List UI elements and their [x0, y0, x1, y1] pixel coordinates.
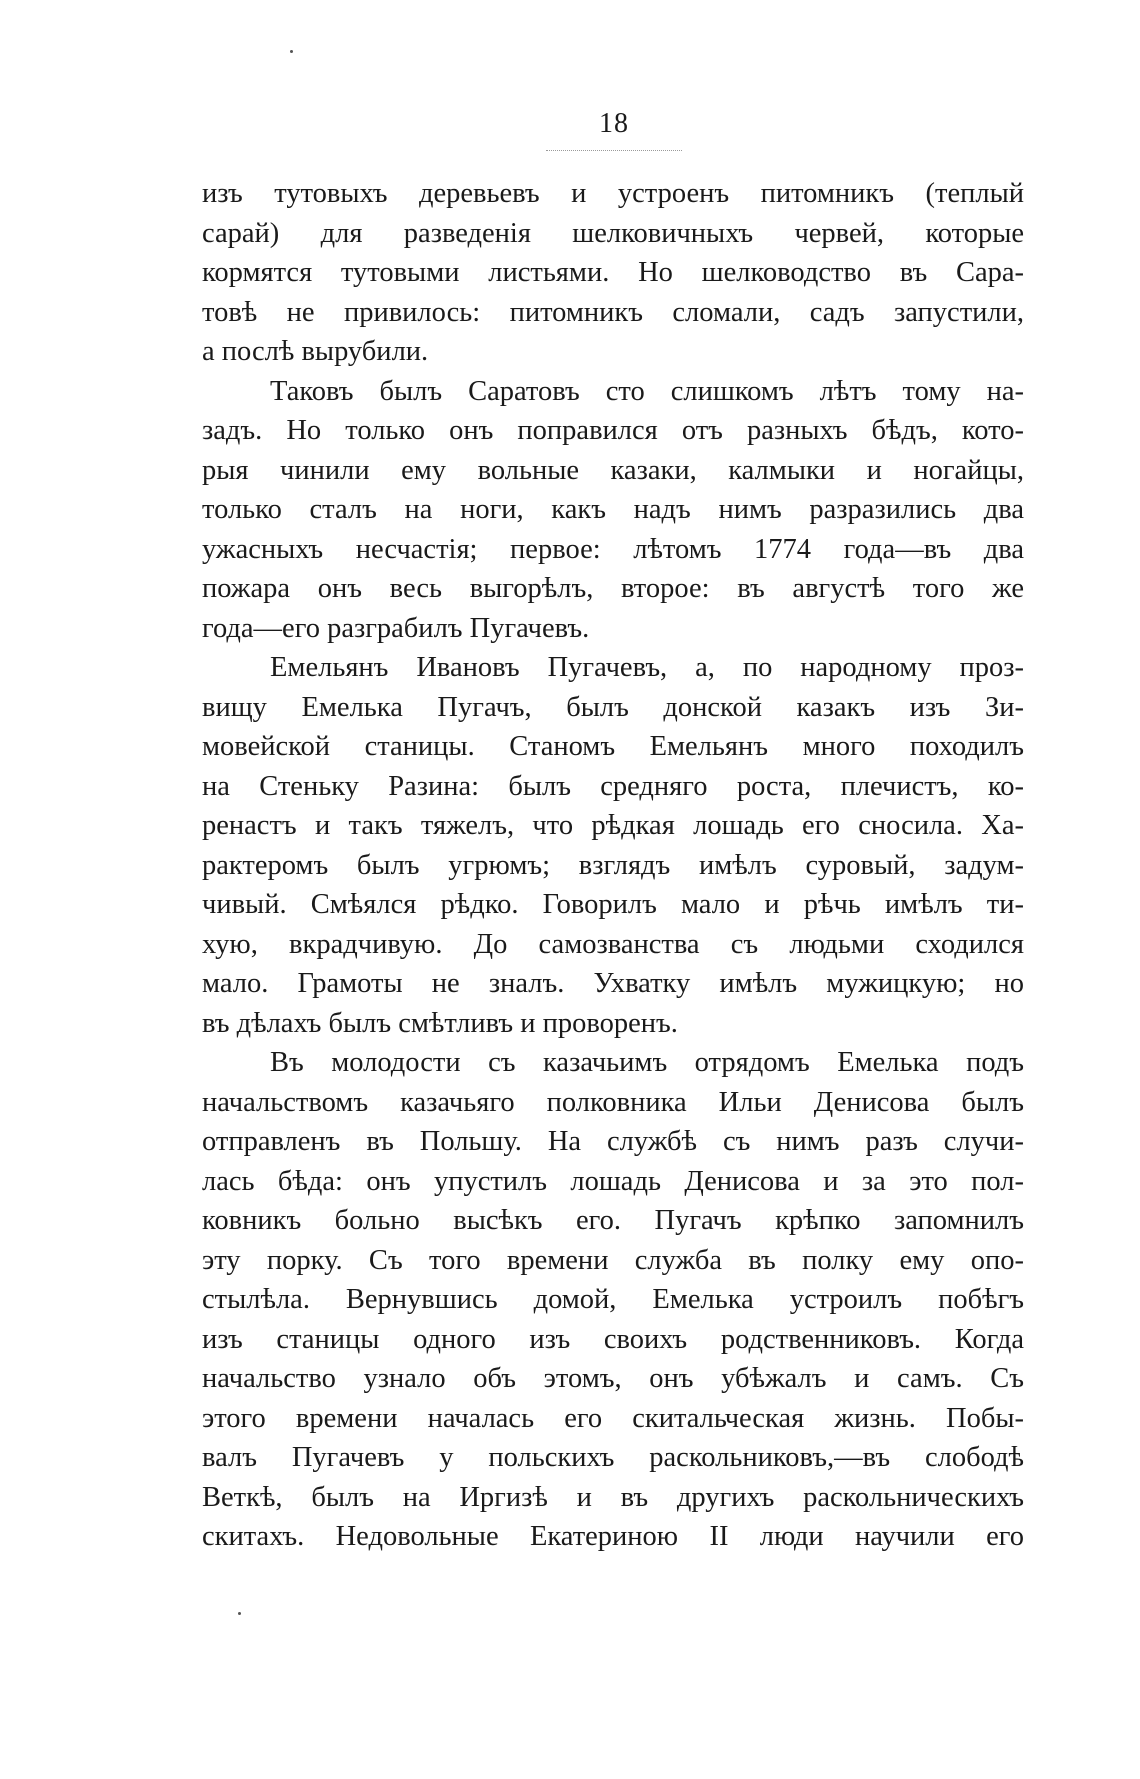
text-line: эту порку. Съ того времени служба въ полку ему опо-: [202, 1244, 1024, 1276]
text-line: только сталъ на ноги, какъ надъ нимъ разразились два: [202, 494, 1024, 525]
scan-speck: [290, 50, 293, 53]
text-line: рактеромъ былъ угрюмъ; взглядъ имѣлъ суровый, задум-: [202, 849, 1024, 881]
scan-speck: [238, 1612, 241, 1615]
text-line: ковникъ больно высѣкъ его. Пугачъ крѣпко запомнилъ: [202, 1205, 1024, 1236]
text-line: а послѣ вырубили.: [202, 336, 429, 367]
text-line: Емельянъ Ивановъ Пугачевъ, а, по народному проз-: [270, 652, 1024, 683]
text-line: задъ. Но только онъ поправился отъ разныхъ бѣдъ, кото-: [202, 415, 1024, 446]
body-text: [202, 174, 1024, 1557]
text-line: Таковъ былъ Саратовъ сто слишкомъ лѣтъ тому на-: [270, 375, 1024, 407]
text-line: начальство узнало объ этомъ, онъ убѣжалъ и самъ. Съ: [202, 1363, 1024, 1394]
text-line: стылѣла. Вернувшись домой, Емелька устроилъ побѣгъ: [202, 1284, 1024, 1315]
text-line: валъ Пугачевъ у польскихъ раскольниковъ,—въ слободѣ: [202, 1442, 1024, 1473]
text-line: отправленъ въ Польшу. На службѣ съ нимъ разъ случи-: [202, 1126, 1024, 1157]
text-line: чивый. Смѣялся рѣдко. Говорилъ мало и рѣчь имѣлъ ти-: [202, 889, 1024, 920]
text-line: на Стеньку Разина: былъ средняго роста, плечистъ, ко-: [202, 770, 1024, 802]
text-line: ужасныхъ несчастія; первое: лѣтомъ 1774 года—въ два: [202, 533, 1024, 565]
text-line: товѣ не привилось: питомникъ сломали, садъ запустили,: [202, 296, 1024, 328]
text-line: начальствомъ казачьяго полковника Ильи Денисова былъ: [202, 1086, 1024, 1118]
text-line: вищу Емелька Пугачъ, былъ донской казакъ изъ Зи-: [202, 691, 1024, 723]
text-line: скитахъ. Недовольные Екатериною II люди научили его: [202, 1521, 1024, 1552]
text-line: ренастъ и такъ тяжелъ, что рѣдкая лошадь его сносила. Ха-: [202, 810, 1024, 841]
text-line: въ дѣлахъ былъ смѣтливъ и проворенъ.: [202, 1007, 678, 1039]
text-line: Веткѣ, былъ на Иргизѣ и въ другихъ раскольническихъ: [202, 1481, 1024, 1513]
text-line: Въ молодости съ казачьимъ отрядомъ Емелька подъ: [270, 1047, 1024, 1078]
text-line: мовейской станицы. Станомъ Емельянъ много походилъ: [202, 731, 1024, 762]
text-line: мало. Грамоты не зналъ. Ухватку имѣлъ мужицкую; но: [202, 968, 1024, 999]
text-line: изъ станицы одного изъ своихъ родственниковъ. Когда: [202, 1323, 1024, 1355]
text-line: пожара онъ весь выгорѣлъ, второе: въ августѣ того же: [202, 573, 1024, 604]
text-line: изъ тутовыхъ деревьевъ и устроенъ питомникъ (теплый: [202, 178, 1024, 209]
page-number: 18: [599, 108, 629, 139]
text-line: рыя чинили ему вольные казаки, калмыки и ногайцы,: [202, 454, 1024, 486]
text-line: этого времени началась его скитальческая жизнь. Побы-: [202, 1402, 1024, 1434]
text-line: сарай) для разведенія шелковичныхъ червей, которые: [202, 217, 1024, 249]
text-line: кормятся тутовыми листьями. Но шелководство въ Сара-: [202, 257, 1024, 288]
text-line: года—его разграбилъ Пугачевъ.: [202, 612, 590, 644]
text-line: хую, вкрадчивую. До самозванства съ людьми сходился: [202, 928, 1024, 960]
text-line: лась бѣда: онъ упустилъ лошадь Денисова и за это пол-: [202, 1165, 1024, 1197]
page-number-underline: [546, 150, 682, 151]
